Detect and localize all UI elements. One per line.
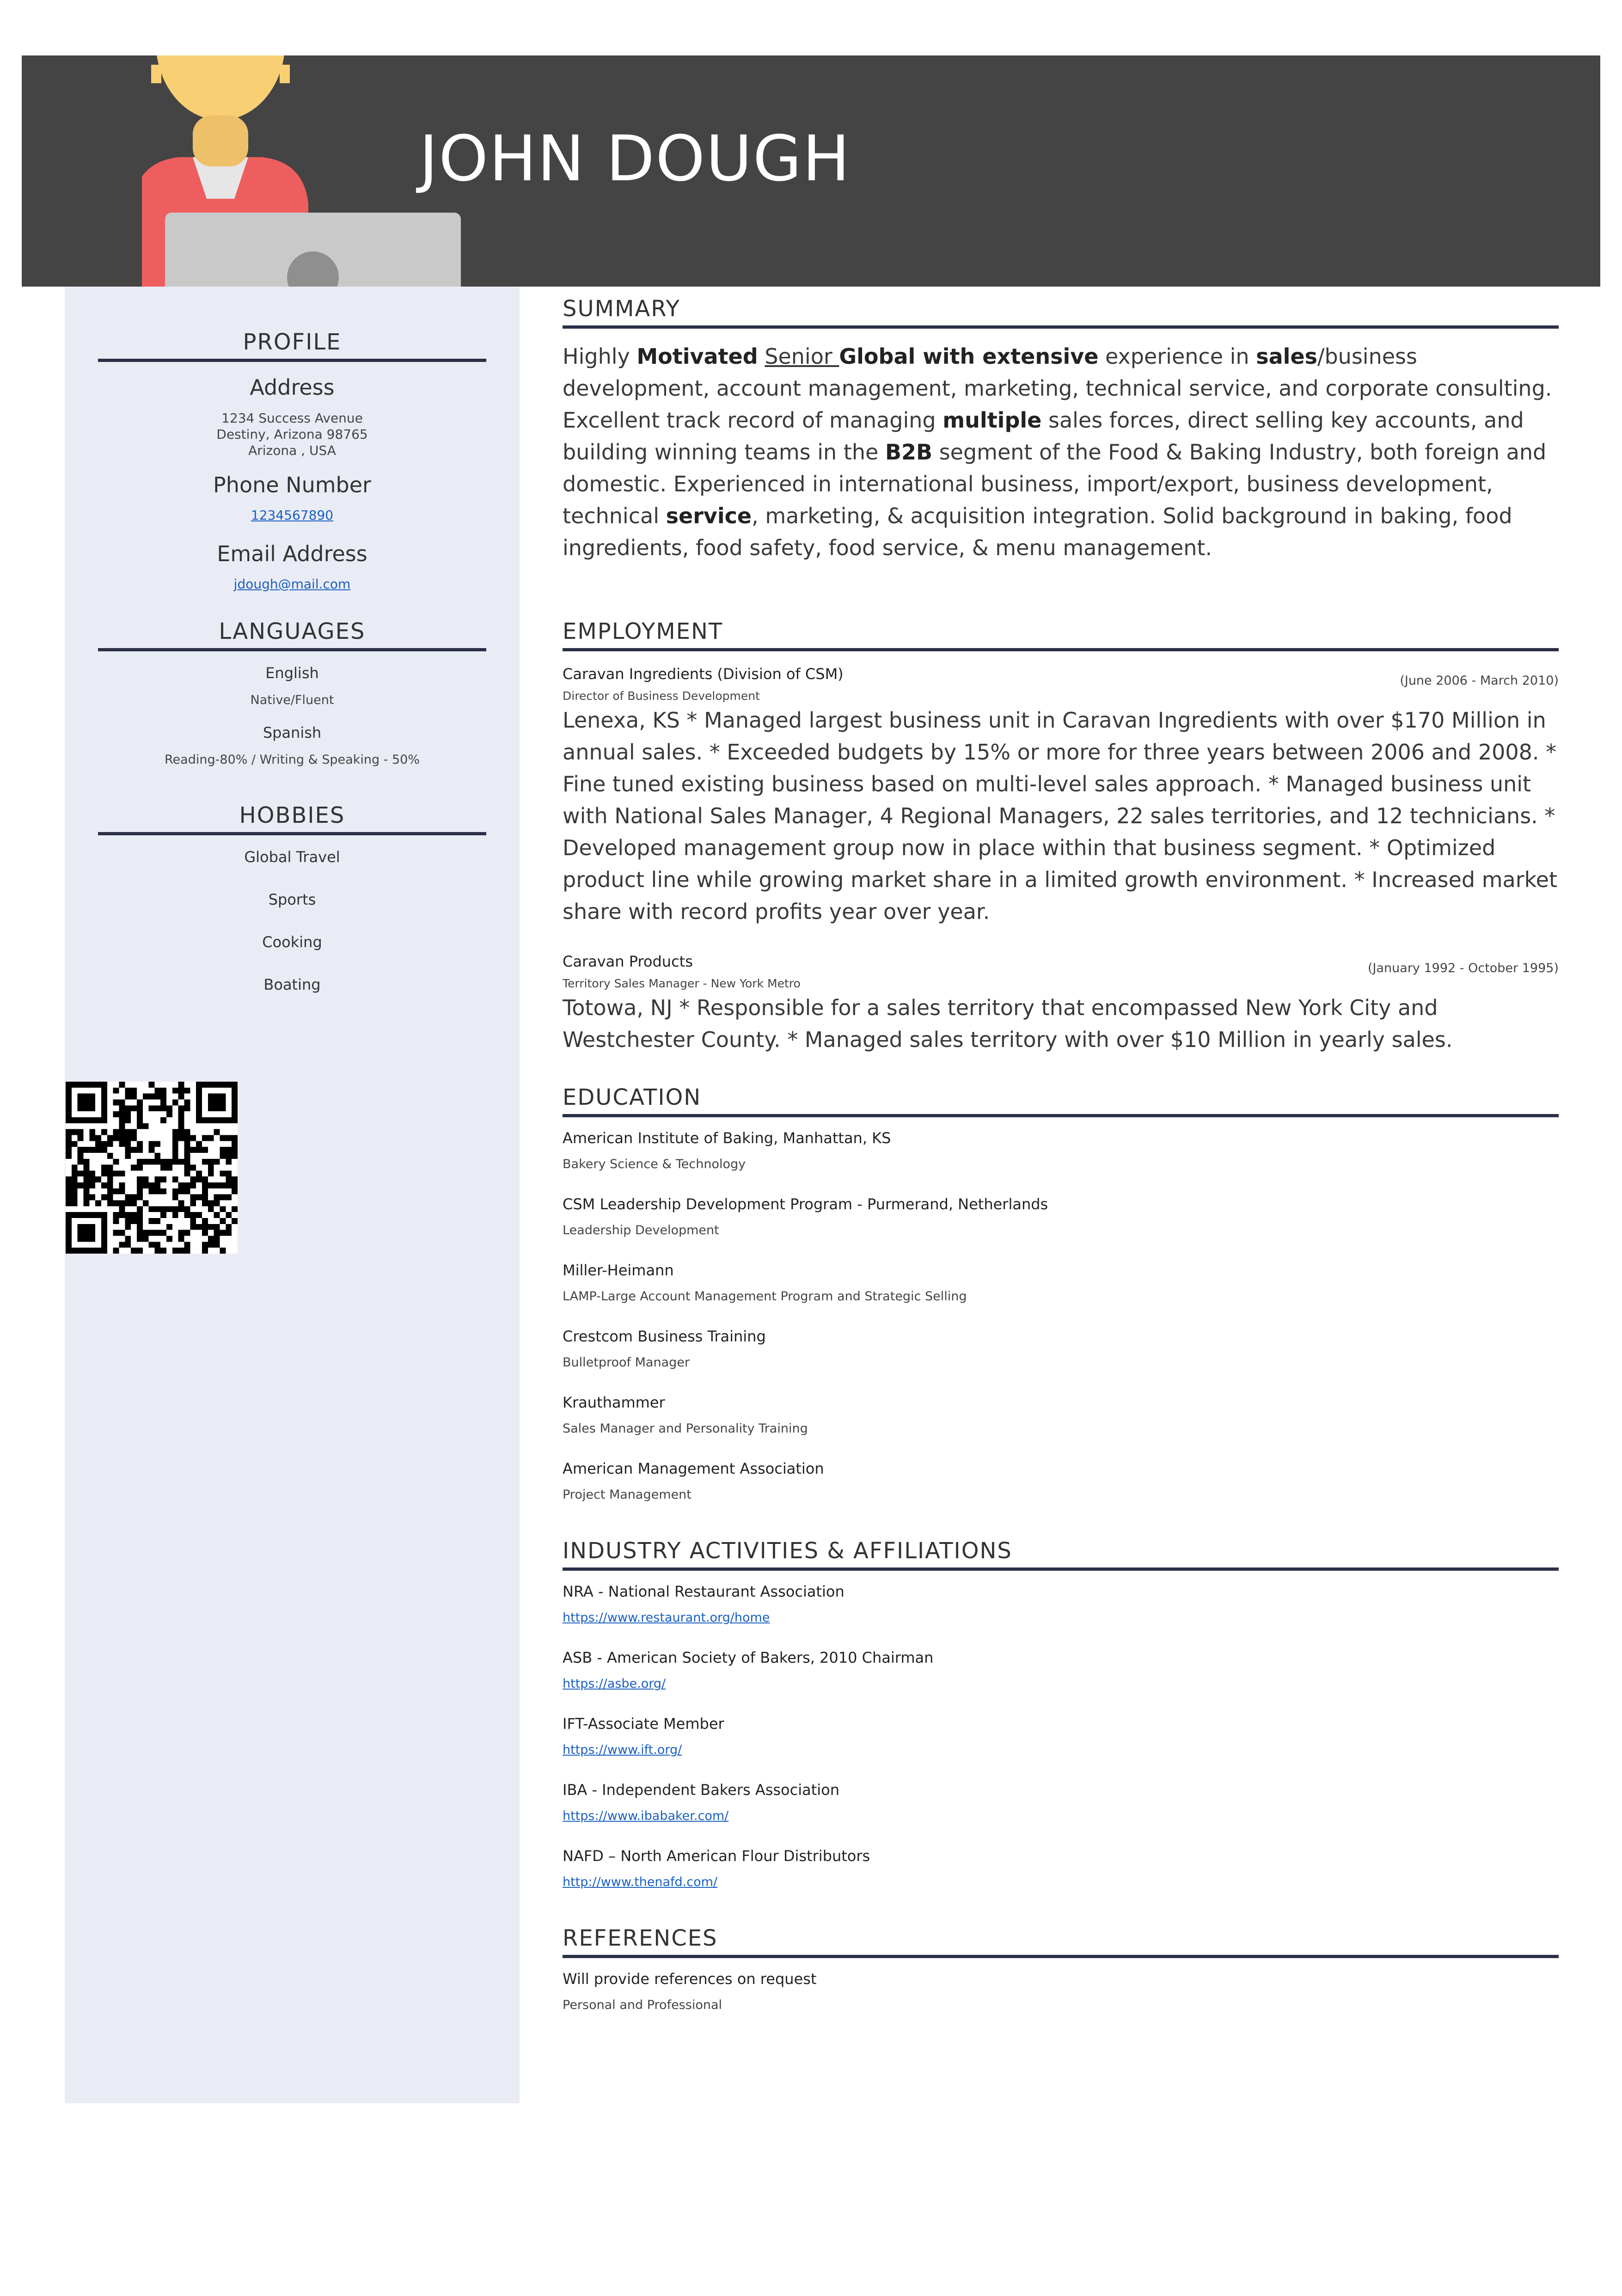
job-dates: (January 1992 - October 1995) (1368, 961, 1559, 975)
school-name: American Institute of Baking, Manhattan, KS (563, 1129, 891, 1147)
header-banner (22, 55, 1600, 287)
education-section (563, 1084, 1559, 1502)
language-level: Native/Fluent (250, 693, 334, 707)
school-name: Crestcom Business Training (563, 1328, 766, 1345)
profile-section (98, 329, 486, 610)
candidate-name: JOHN DOUGH (419, 122, 851, 196)
activity-entry (563, 1781, 1559, 1823)
address-line: 1234 Success Avenue (221, 410, 363, 426)
hobbies-section (98, 802, 486, 1018)
language-name: English (265, 664, 319, 682)
address-line: Destiny, Arizona 98765 (216, 427, 368, 442)
school-name: Krauthammer (563, 1394, 665, 1411)
phone-label: Phone Number (213, 472, 371, 497)
school-detail: Project Management (563, 1488, 692, 1502)
summary-title: SUMMARY (563, 296, 1559, 329)
email-label: Email Address (217, 541, 367, 566)
references-title: REFERENCES (563, 1925, 1559, 1958)
job-company: Caravan Ingredients (Division of CSM) (563, 665, 844, 683)
activity-name: NAFD – North American Flour Distributors (563, 1847, 870, 1865)
language-level: Reading-80% / Writing & Speaking - 50% (165, 753, 420, 767)
education-entry (563, 1195, 1559, 1237)
education-entry (563, 1328, 1559, 1370)
summary-text: Highly Motivated Senior Global with extensive experience in sales/business development, account management, marketing, technical service, and corporate consulting. Excellent track record of managing multiple sales forces, direct selling key accounts, and building winning teams in the B2B segment of the Food & Baking Industry, both foreign and domestic. Experienced in international business, import/export, business development, technical service, marketing, & acquisition integration. Solid background in baking, food ingredients, food safety, food service, & menu management. (563, 344, 1552, 560)
activity-name: ASB - American Society of Bakers, 2010 Chairman (563, 1649, 934, 1666)
address-line: Arizona , USA (248, 443, 336, 458)
hobby-item: Sports (268, 891, 316, 908)
school-detail: Bulletproof Manager (563, 1355, 690, 1370)
hobby-item: Boating (263, 976, 321, 993)
phone-link[interactable]: 1234567890 (251, 508, 334, 523)
job-role: Director of Business Development (563, 689, 760, 703)
education-entry (563, 1129, 1559, 1171)
activity-link[interactable]: https://www.restaurant.org/home (563, 1610, 770, 1625)
school-detail: Sales Manager and Personality Training (563, 1421, 808, 1436)
job-role: Territory Sales Manager - New York Metro (563, 977, 801, 990)
activity-name: NRA - National Restaurant Association (563, 1583, 845, 1600)
hobby-item: Global Travel (244, 848, 340, 866)
activity-entry (563, 1847, 1559, 1889)
references-line: Will provide references on request (563, 1970, 817, 1988)
activity-entry (563, 1583, 1559, 1625)
job-company: Caravan Products (563, 953, 693, 970)
language-name: Spanish (263, 724, 322, 741)
job-description: Lenexa, KS * Managed largest business unit in Caravan Ingredients with over $170 Million in annual sales. * Exceeded budgets by 15% or more for three years between 2006 and 2008. * Fine tuned existing business based on multi-level sales approach. * Managed business unit with National Sales Manager, 4 Regional Managers, 22 sales territories, and 12 technicians. * Developed management group now in place within that business segment. * Optimized product line while growing market share in a limited growth environment. * Increased market share with record profits year over year. (563, 708, 1557, 924)
school-detail: LAMP-Large Account Management Program and Strategic Selling (563, 1289, 967, 1304)
job-dates: (June 2006 - March 2010) (1400, 673, 1559, 688)
activity-entry (563, 1715, 1559, 1757)
education-title: EDUCATION (563, 1084, 1559, 1117)
activity-link[interactable]: https://www.ibabaker.com/ (563, 1809, 729, 1823)
activity-link[interactable]: https://asbe.org/ (563, 1677, 666, 1691)
hobby-item: Cooking (262, 933, 322, 951)
activities-title: INDUSTRY ACTIVITIES & AFFILIATIONS (563, 1538, 1559, 1571)
email-link[interactable]: jdough@mail.com (233, 576, 351, 592)
job-header (563, 665, 1559, 688)
activity-link[interactable]: https://www.ift.org/ (563, 1743, 682, 1757)
languages-section (98, 618, 486, 784)
school-detail: Leadership Development (563, 1223, 719, 1237)
references-detail: Personal and Professional (563, 1998, 722, 2012)
profile-title: PROFILE (98, 329, 486, 362)
activities-section (563, 1538, 1559, 1889)
school-detail: Bakery Science & Technology (563, 1157, 746, 1171)
activity-entry (563, 1649, 1559, 1691)
school-name: Miller-Heimann (563, 1261, 674, 1279)
activity-link[interactable]: http://www.thenafd.com/ (563, 1875, 718, 1889)
references-section (563, 1925, 1559, 2012)
references-entry (563, 1970, 1559, 2012)
job-description: Totowa, NJ * Responsible for a sales territory that encompassed New York City and Westchester County. * Managed sales territory with over $10 Million in yearly sales. (563, 995, 1453, 1052)
qr-code (66, 1082, 238, 1254)
activity-name: IFT-Associate Member (563, 1715, 724, 1733)
languages-title: LANGUAGES (98, 618, 486, 651)
summary-section (563, 296, 1559, 564)
education-entry (563, 1394, 1559, 1436)
education-entry (563, 1261, 1559, 1304)
job-header (563, 953, 1559, 975)
activity-name: IBA - Independent Bakers Association (563, 1781, 840, 1799)
school-name: American Management Association (563, 1460, 824, 1477)
employment-title: EMPLOYMENT (563, 618, 1559, 651)
employment-section (563, 618, 1559, 1056)
hobbies-title: HOBBIES (98, 802, 486, 835)
school-name: CSM Leadership Development Program - Purmerand, Netherlands (563, 1195, 1048, 1213)
address-label: Address (250, 375, 335, 400)
education-entry (563, 1460, 1559, 1502)
main-content (563, 296, 1559, 2012)
